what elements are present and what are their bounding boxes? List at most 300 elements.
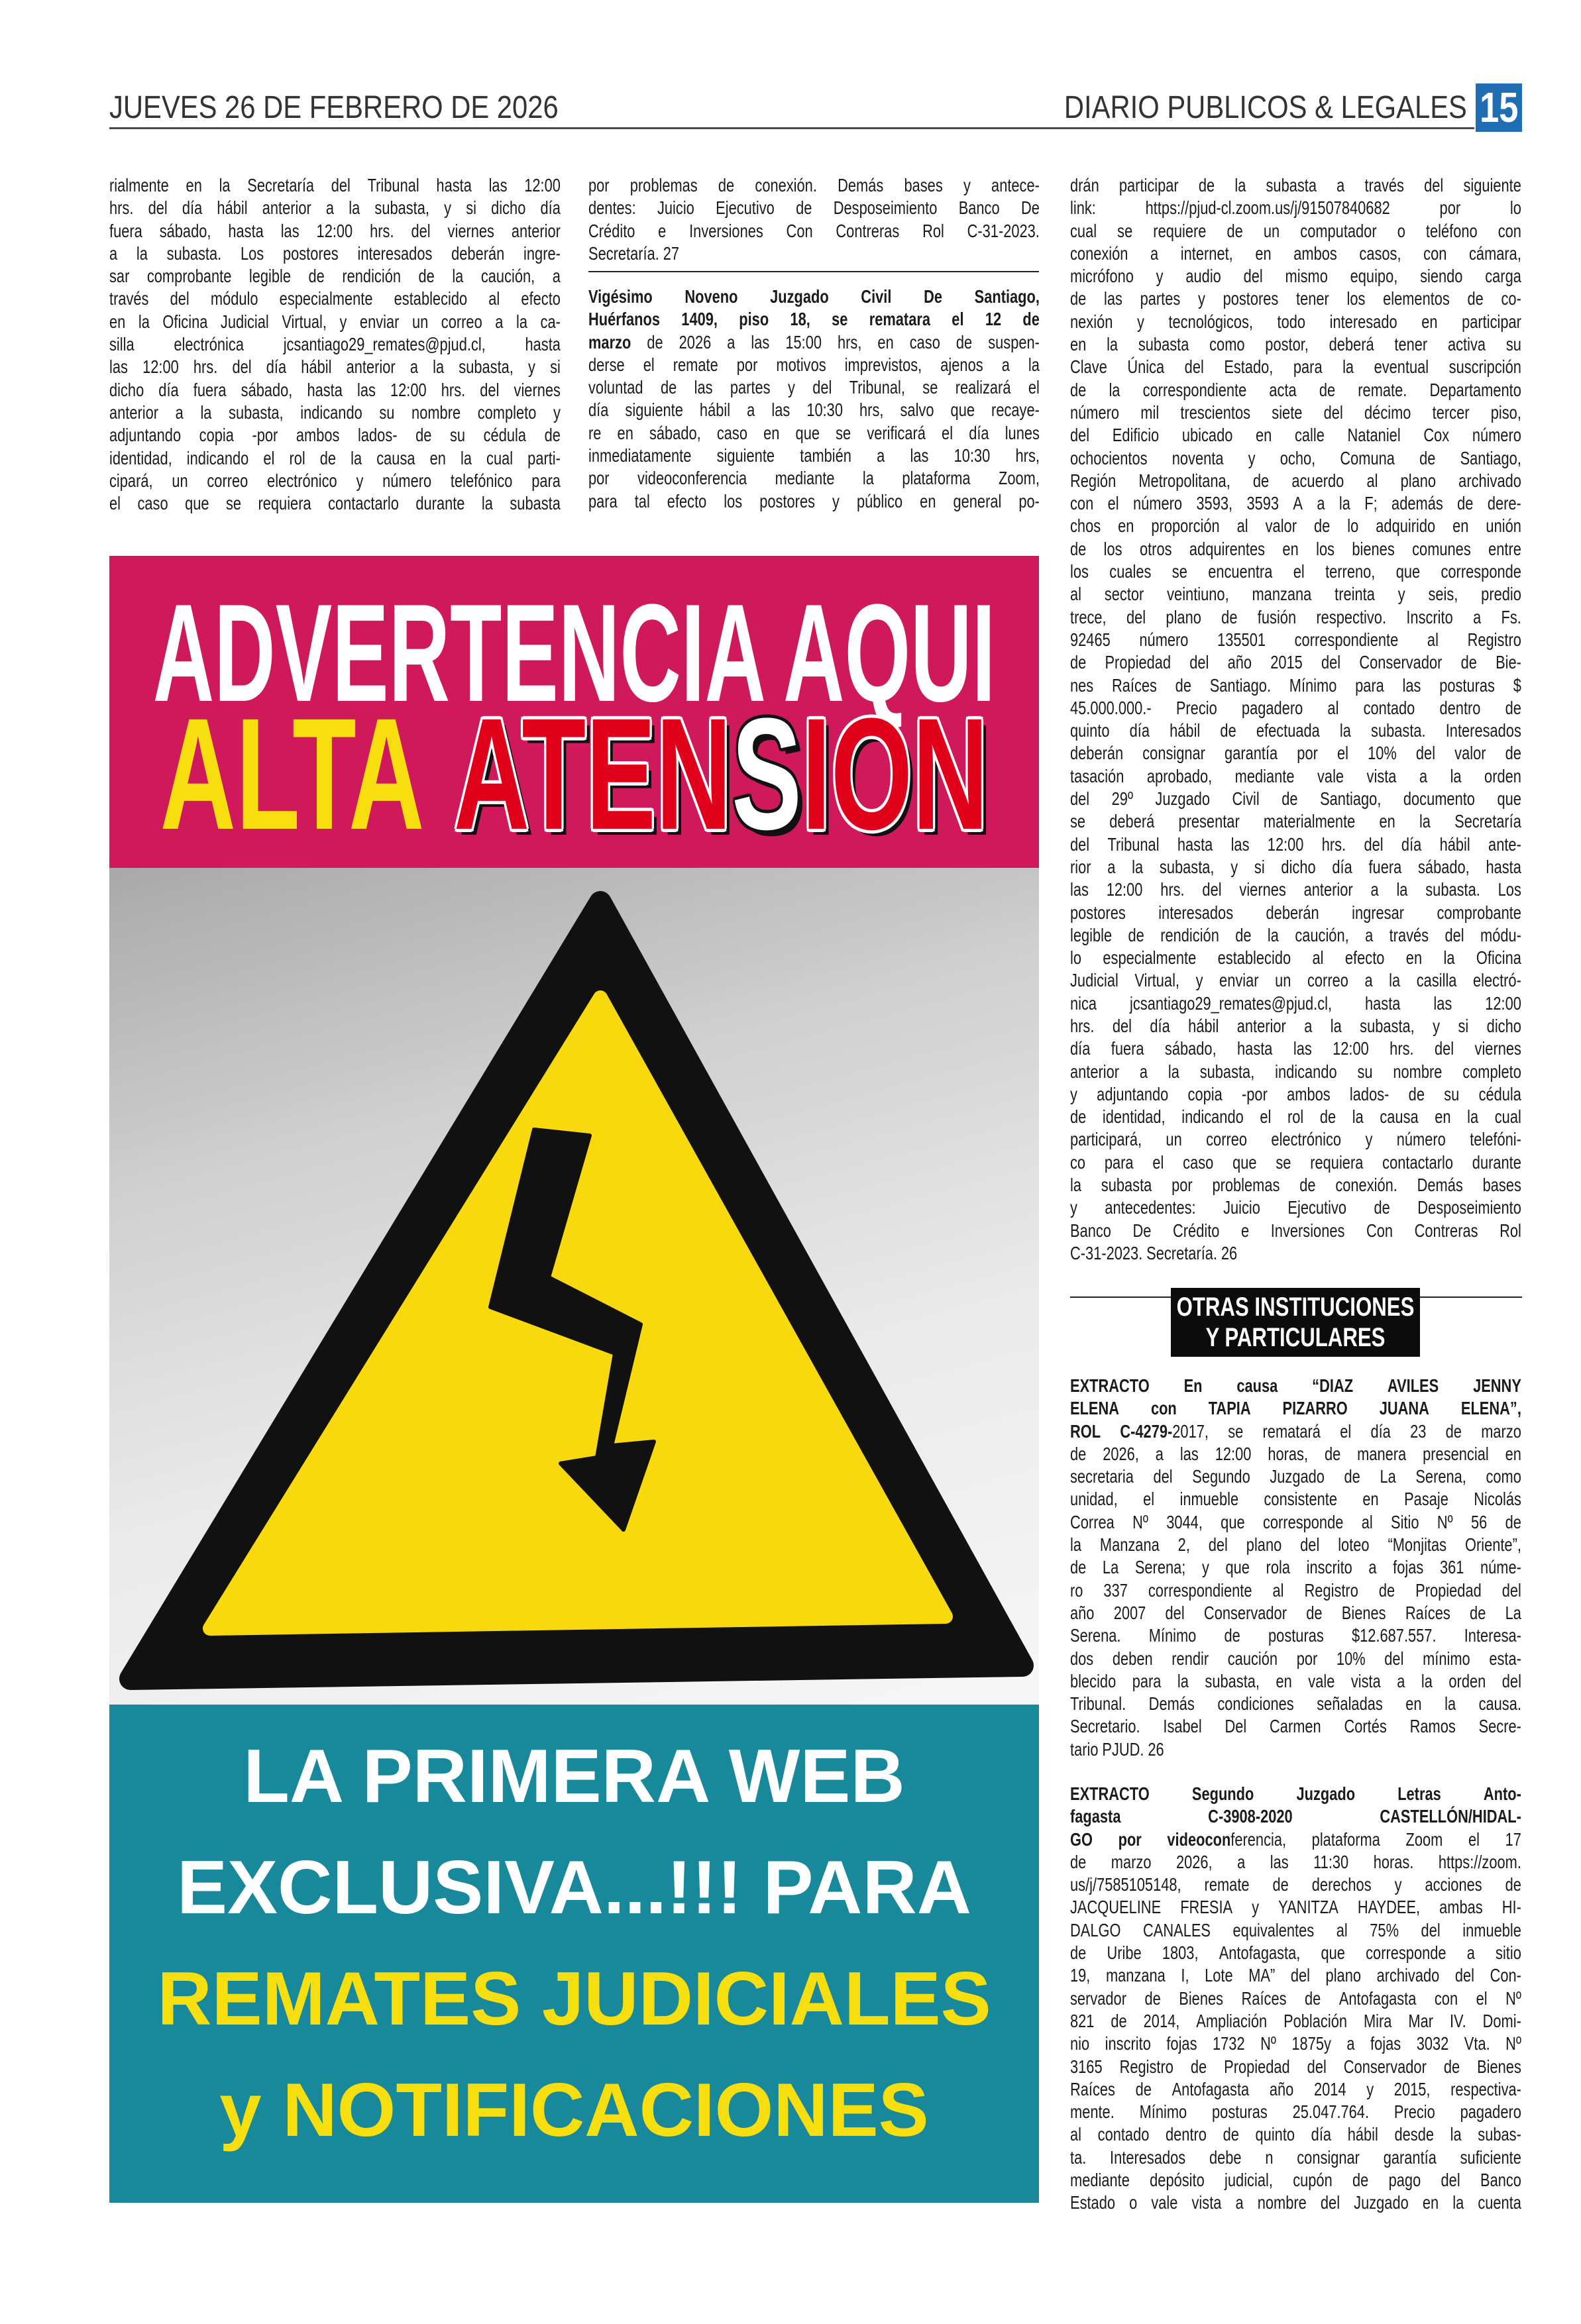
text: indicando: [1181, 1106, 1244, 1128]
text: sitio: [1496, 1942, 1521, 1964]
text-word: [162, 311, 207, 333]
text: rematará: [1262, 1420, 1321, 1442]
text-word: [1348, 2123, 1378, 2146]
text-word: [1480, 924, 1521, 947]
text: a: [552, 266, 561, 287]
text: conexión: [1070, 242, 1128, 264]
text-word: [1204, 1602, 1287, 1624]
column-3-top: [1070, 174, 1522, 1265]
text-word: [1221, 606, 1237, 629]
text: las: [356, 379, 376, 400]
text: cédula: [1478, 1083, 1521, 1104]
text-word: [1268, 924, 1279, 947]
text-word: [1070, 311, 1113, 333]
text-word: [221, 311, 269, 333]
text: Clave: [1070, 356, 1107, 378]
text: subasta: [510, 493, 561, 514]
text-word: [1005, 422, 1040, 445]
text-word: [953, 490, 1001, 513]
text-line: [1070, 969, 1521, 992]
text: predio: [1481, 584, 1521, 605]
text-word: [1231, 833, 1250, 856]
text-line: [109, 311, 561, 333]
text: 23: [1410, 1420, 1427, 1442]
text: del: [1300, 1534, 1320, 1556]
text: Secretaría.: [588, 242, 659, 264]
text-word: [1358, 1896, 1420, 1919]
text-word: [1291, 2033, 1331, 2055]
text-word: [1158, 902, 1233, 924]
text: en: [920, 490, 936, 511]
text: al: [1327, 697, 1339, 718]
text: que: [1321, 1942, 1345, 1964]
text-word: [922, 220, 944, 242]
text: copia: [199, 425, 234, 446]
text: calle: [1294, 425, 1325, 446]
text-word: [1105, 583, 1144, 606]
text-word: [1151, 1397, 1177, 1420]
text: público: [856, 490, 903, 511]
text-word: [1394, 2078, 1431, 2101]
text-word: [1419, 447, 1435, 470]
text-word: [1295, 424, 1325, 447]
text-word: [109, 311, 125, 333]
text-word: [1275, 1061, 1337, 1083]
text: subasta.: [1425, 879, 1480, 900]
text: Interesados: [1110, 2146, 1186, 2168]
text-word: [739, 308, 769, 331]
text: y: [1136, 311, 1144, 332]
text-word: [1468, 288, 1484, 310]
paragraph: [1070, 1783, 1521, 2215]
ad-tagline-line-1: LA PRIMERA WEB: [243, 1734, 905, 1819]
text: el: [643, 354, 655, 375]
text: de: [1319, 1106, 1336, 1128]
bold-text: rematara: [869, 309, 931, 330]
text-word: [991, 399, 1040, 421]
text: siete: [1272, 401, 1303, 423]
text: 17: [1505, 1828, 1521, 1850]
text: hábil: [699, 399, 731, 421]
text: acuerdo: [1291, 470, 1344, 491]
text: cupón: [1293, 2170, 1333, 2191]
text-word: [1365, 924, 1373, 947]
text-word: [1179, 1987, 1223, 2010]
text-word: [717, 445, 775, 467]
text-word: [1444, 1083, 1459, 1106]
text: jcsantiago29_remates@pjud.cl,: [1130, 992, 1333, 1014]
text: Conservador: [1343, 2056, 1427, 2077]
text-word: [1366, 2078, 1374, 2101]
text-word: [441, 379, 465, 401]
text-word: [182, 197, 202, 219]
text-word: [262, 197, 311, 219]
text-word: [630, 174, 698, 197]
text-word: [1266, 902, 1319, 924]
text-word: [1254, 856, 1265, 878]
text-word: [1189, 651, 1209, 674]
text-line: [1070, 538, 1521, 560]
text-line: [109, 492, 561, 515]
text: décimo: [1364, 401, 1411, 423]
text-word: [902, 467, 970, 490]
text: recaye-: [991, 399, 1040, 421]
text-word: [109, 401, 158, 424]
text-word: [1070, 1465, 1134, 1488]
text-line: [588, 308, 1040, 331]
text-word: [1467, 1942, 1475, 1964]
text-word: [1295, 629, 1399, 651]
text: y: [339, 311, 347, 332]
text: subasta: [1138, 334, 1189, 355]
text-word: [1365, 1128, 1372, 1151]
text-word: [1070, 2101, 1115, 2123]
text: del: [1208, 1534, 1228, 1556]
text-word: [1316, 538, 1335, 560]
text-word: [1429, 379, 1521, 401]
text-line: [1070, 560, 1521, 583]
text: establecido: [1217, 947, 1291, 969]
text: hrs.: [109, 197, 134, 219]
text-line: [1070, 1805, 1521, 1828]
text-word: [1172, 2078, 1250, 2101]
text-word: [1178, 810, 1239, 833]
text-line: [1070, 878, 1521, 901]
text-word: [1109, 810, 1154, 833]
text-word: [1415, 1579, 1482, 1602]
text-word: [1070, 1828, 1093, 1851]
text-word: [1439, 1896, 1483, 1919]
text: de: [718, 175, 735, 195]
text: y: [444, 197, 452, 219]
text: Bienes: [1341, 1602, 1386, 1623]
text: mismo: [1285, 266, 1328, 287]
text-word: [1340, 719, 1351, 742]
text: Nº: [1260, 2033, 1276, 2054]
text-word: [1149, 1624, 1197, 1647]
text: la: [138, 311, 150, 332]
text: 26: [1148, 1738, 1164, 1760]
text-word: [1070, 674, 1093, 697]
text-word: [1184, 1375, 1203, 1397]
text: subasta: [1101, 1175, 1152, 1196]
text: e: [1240, 1220, 1250, 1241]
text-word: [1130, 719, 1150, 742]
page-number: 15: [1480, 83, 1519, 131]
text-word: [1352, 902, 1404, 924]
bold-text: En: [1183, 1375, 1203, 1396]
text-word: [1221, 1511, 1244, 1534]
text: de: [1235, 924, 1252, 945]
text-word: [1070, 765, 1124, 788]
text: corresponde: [1262, 1511, 1344, 1532]
text: del: [1126, 606, 1146, 627]
text: presentar: [1178, 811, 1240, 832]
text-word: [1134, 969, 1179, 992]
text-line: [109, 288, 561, 310]
text-word: [1270, 1851, 1289, 1874]
text-word: [228, 220, 263, 242]
text: señaladas: [1317, 1693, 1383, 1715]
text-line: [1070, 1465, 1521, 1488]
text: Carmen: [1270, 1716, 1321, 1737]
text-word: [1132, 1670, 1162, 1693]
text-word: [524, 174, 561, 197]
text: loteo: [1338, 1534, 1370, 1556]
text: se: [1070, 811, 1086, 832]
text: 12:00: [1333, 1038, 1369, 1059]
text: la: [1342, 356, 1354, 378]
text-word: [1393, 1556, 1423, 1579]
text: hrs,: [859, 399, 884, 421]
text: Registro: [1467, 629, 1521, 650]
text-word: [185, 492, 209, 515]
text-line: [1070, 1128, 1521, 1151]
text: cuales: [1109, 561, 1152, 582]
text-word: [1235, 924, 1251, 947]
text-word: [1225, 742, 1278, 765]
text-word: [1468, 1828, 1480, 1851]
text-word: [785, 331, 822, 354]
text-line: [1070, 2169, 1521, 2192]
text-word: [1196, 969, 1203, 992]
text: 92465: [1070, 629, 1111, 650]
text-word: [357, 379, 376, 401]
text: Tribunal: [1107, 833, 1160, 855]
text-word: [1180, 1443, 1199, 1465]
text-word: [1220, 719, 1236, 742]
text-word: [137, 492, 168, 515]
text: día: [969, 422, 989, 443]
text-line: [588, 331, 1040, 354]
text-line: [109, 379, 561, 401]
text: anterior: [346, 356, 396, 378]
text: de: [1144, 1987, 1161, 2009]
ad-headline-line-1: ADVERTENCIA AQUI: [152, 575, 996, 731]
text-word: [790, 308, 810, 331]
text-word: [838, 331, 861, 354]
text-word: [1227, 220, 1243, 242]
text-word: [1268, 1624, 1324, 1647]
text-line: [1070, 470, 1521, 492]
text: al: [1366, 470, 1378, 491]
text-word: [527, 447, 561, 470]
text: y: [1248, 447, 1256, 468]
text-word: [109, 174, 169, 197]
text: unión: [1486, 515, 1521, 537]
text: Raíces: [1111, 674, 1157, 696]
text-line: [1070, 947, 1521, 969]
text: todo: [1277, 311, 1306, 332]
text-word: [1170, 719, 1200, 742]
text: que: [1225, 1557, 1250, 1578]
text: en: [1452, 515, 1469, 537]
text: de: [1352, 2170, 1369, 2191]
text: garantía: [1383, 2146, 1437, 2168]
text: ca-: [540, 311, 561, 332]
text-word: [1225, 1556, 1249, 1579]
text: legible: [248, 266, 292, 287]
text: enviar: [1219, 970, 1259, 991]
text-word: [1390, 924, 1429, 947]
text: rendición: [342, 266, 401, 287]
text: la: [1396, 879, 1408, 900]
text-word: [1297, 1648, 1318, 1670]
text-word: [1499, 1220, 1521, 1242]
text-line: [1070, 2146, 1521, 2169]
text-word: [109, 242, 117, 265]
text: sar: [109, 266, 130, 287]
text-word: [1479, 1715, 1521, 1738]
text: hábil: [1347, 2124, 1378, 2145]
text-line: [1070, 1220, 1521, 1242]
text-word: [1505, 1511, 1521, 1534]
text: postores: [1223, 288, 1279, 309]
text-word: [588, 220, 635, 242]
text-line: [1070, 1511, 1521, 1534]
text: comprobante: [146, 266, 232, 287]
text-line: [1070, 856, 1521, 878]
text-word: [170, 288, 190, 310]
text: sector: [1104, 584, 1144, 605]
text: plano: [1166, 606, 1201, 627]
text-word: [1070, 878, 1089, 901]
text: e: [658, 220, 667, 241]
text: el: [1028, 377, 1040, 398]
text-word: [1070, 856, 1091, 878]
text: lo: [1347, 515, 1359, 537]
paragraph: [588, 286, 1040, 513]
text-word: [1391, 1511, 1419, 1534]
column-2-notice-text: [588, 286, 1040, 513]
text: de: [1305, 1987, 1321, 2009]
text: Con: [1366, 1220, 1393, 1241]
text-word: [1264, 220, 1280, 242]
text-word: [1478, 2123, 1521, 2146]
text: la: [1389, 970, 1401, 991]
text-word: [1421, 311, 1437, 333]
text-word: [1360, 1015, 1415, 1037]
text-word: [1321, 1942, 1345, 1964]
text-word: [1070, 1083, 1077, 1106]
text: las: [910, 445, 929, 466]
text: encuentra: [1208, 561, 1273, 582]
bold-text: Vigésimo: [588, 286, 653, 307]
text: hasta: [525, 334, 561, 355]
text: sábado,: [1164, 1038, 1217, 1059]
text: Nº: [1505, 1987, 1521, 2009]
text-word: [368, 174, 419, 197]
text: de: [1198, 175, 1215, 195]
text: de: [1344, 1466, 1360, 1487]
text-word: [109, 424, 181, 447]
text: de: [1252, 470, 1270, 491]
text-word: [1256, 2123, 1295, 2146]
text-word: [667, 490, 706, 513]
text-word: [1448, 1670, 1486, 1693]
text-word: [158, 379, 178, 401]
text-word: [289, 447, 305, 470]
text: durante: [1472, 1151, 1521, 1173]
text: dentro: [1166, 2124, 1207, 2145]
text: deberán: [451, 242, 505, 264]
text: de: [955, 331, 973, 352]
text-word: [1179, 1488, 1238, 1510]
text-word: [1462, 1919, 1521, 1942]
text-word: [1340, 1420, 1351, 1443]
text-word: [1502, 1579, 1521, 1602]
text: equipo,: [1350, 266, 1398, 287]
text-word: [283, 242, 339, 265]
text: de: [1467, 288, 1484, 309]
text-word: [588, 354, 625, 376]
text-word: [1202, 1556, 1209, 1579]
text-line: [1070, 1534, 1521, 1556]
text: la: [1352, 1106, 1364, 1128]
text: 12:00: [316, 220, 353, 241]
text-word: [1070, 1242, 1142, 1265]
text-word: [247, 174, 314, 197]
text-line: [588, 467, 1040, 490]
text: $12.687.557.: [1352, 1625, 1437, 1646]
text-word: [1246, 492, 1279, 515]
text: siendo: [1420, 266, 1463, 287]
text-word: [1406, 947, 1422, 969]
text-word: [1148, 1738, 1164, 1761]
text-word: [1103, 1106, 1166, 1128]
text: elementos: [1383, 288, 1450, 309]
text-word: [1140, 288, 1181, 310]
text: las: [1270, 1851, 1289, 1872]
text: adquirido: [1376, 515, 1436, 537]
text: del: [1112, 1015, 1132, 1036]
text: Juzgado: [1155, 788, 1211, 810]
text: a: [109, 242, 118, 264]
text: número: [1396, 1129, 1446, 1150]
text-word: [1357, 1443, 1406, 1465]
text: conexión.: [755, 175, 817, 195]
text-word: [328, 492, 399, 515]
text-word: [1138, 333, 1189, 356]
text: verificará: [867, 422, 926, 443]
text: para: [588, 490, 618, 511]
text-word: [1070, 697, 1152, 719]
text: las: [751, 331, 770, 352]
text-line: [1070, 2123, 1521, 2146]
text: del: [480, 379, 500, 400]
text-word: [374, 197, 429, 219]
text-word: [1070, 1942, 1086, 1964]
text: Ejecutivo: [1287, 1197, 1347, 1218]
text: Correa: [1070, 1511, 1115, 1532]
text: lo: [1070, 947, 1082, 969]
text: y: [528, 356, 535, 378]
text: drán: [1070, 175, 1099, 195]
text-line: [1070, 1602, 1521, 1624]
text: eventual: [1374, 356, 1429, 378]
text: lados-: [1349, 1083, 1390, 1104]
text-word: [1275, 969, 1291, 992]
text-word: [1433, 401, 1470, 424]
text: y: [832, 490, 840, 511]
text: caso: [716, 422, 747, 443]
text-word: [545, 424, 561, 447]
text: de: [1272, 1874, 1289, 1895]
text-word: [357, 242, 432, 265]
text: Edificio: [1112, 425, 1160, 446]
text-word: [390, 379, 427, 401]
text: tener: [1394, 334, 1428, 355]
